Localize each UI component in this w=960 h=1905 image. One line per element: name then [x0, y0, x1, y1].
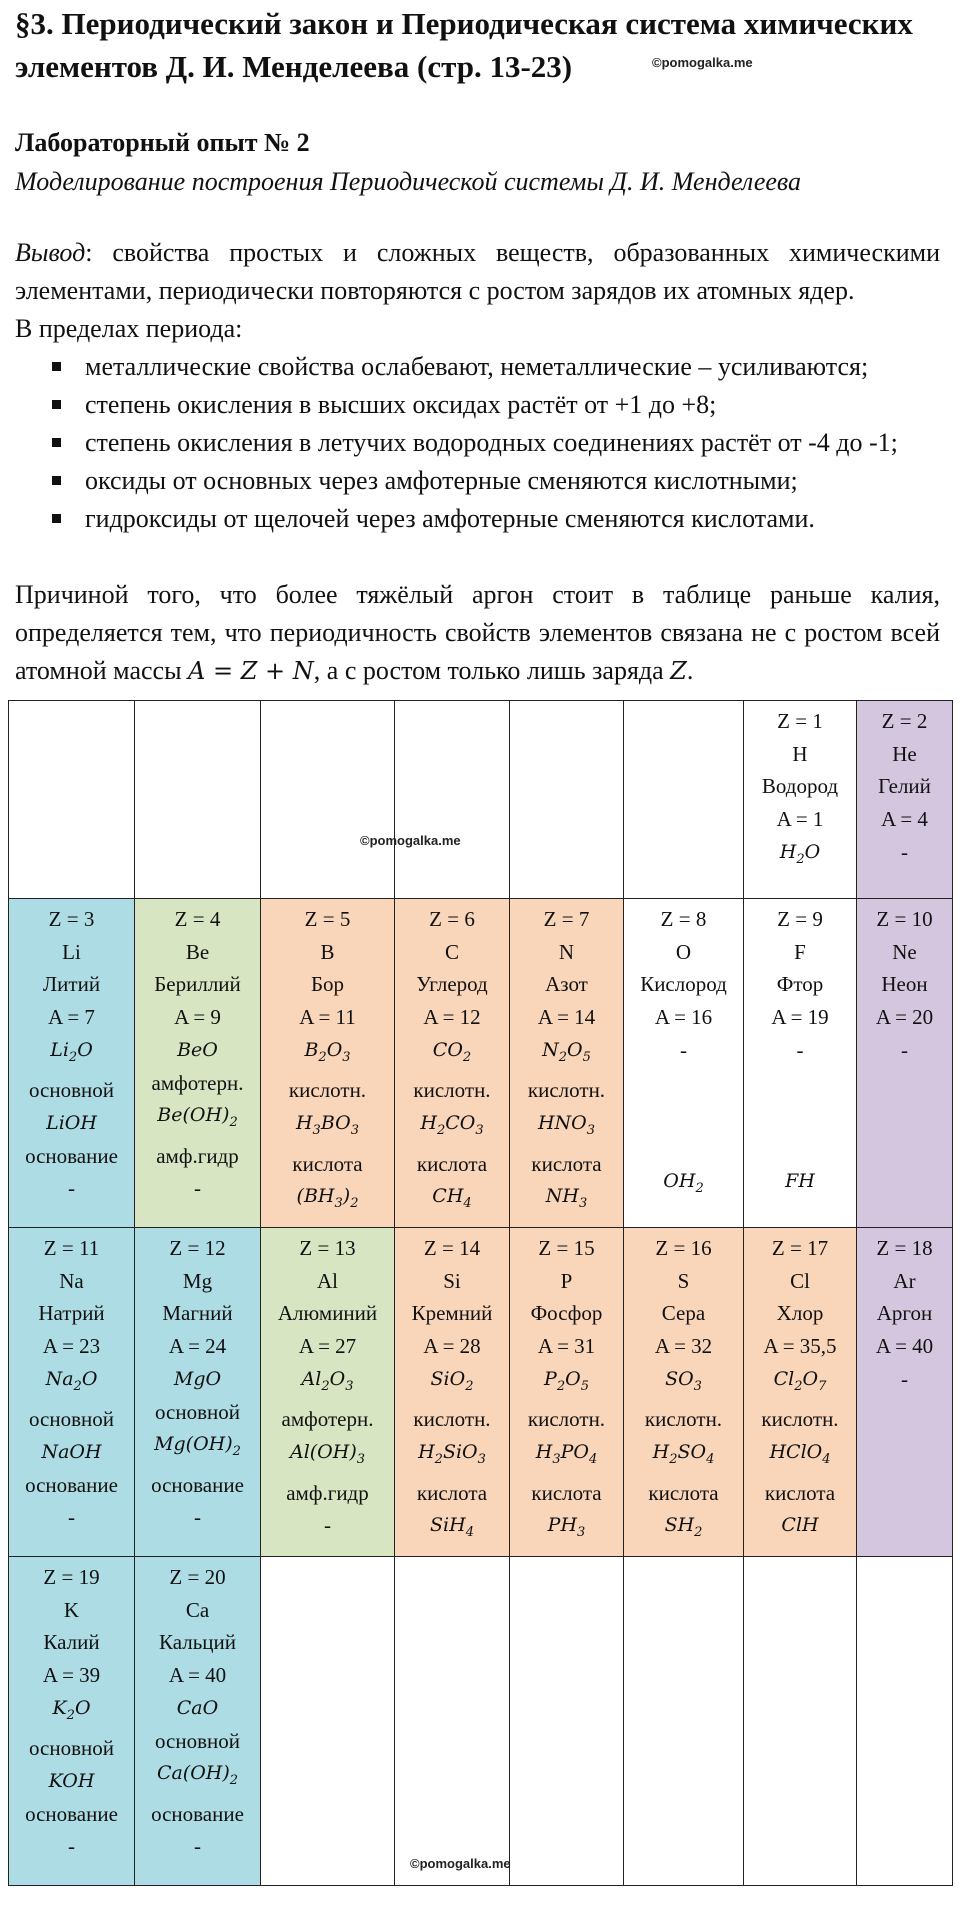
cell-line: A = 4 [881, 807, 928, 832]
cell-line: основание [25, 1143, 118, 1168]
cell-line: B [320, 939, 335, 964]
element-cell [261, 899, 395, 1228]
cell-line: SiO$_2$ [430, 1367, 474, 1394]
element-cell [857, 1557, 953, 1886]
element-cell [510, 1228, 624, 1557]
cell-line: основной [29, 1736, 114, 1761]
cell-line: $NH_3$ [545, 1185, 588, 1212]
cell-line: H [792, 741, 808, 766]
table-row [9, 701, 953, 899]
mass-formula: A = Z + N [188, 657, 314, 685]
cell-line: $H_2SO_4$ [652, 1441, 715, 1467]
cell-line: Литий [42, 972, 101, 997]
cell-line: основной [29, 1078, 114, 1103]
cell-line: $SO_3$ [665, 1367, 702, 1394]
cell-line: амфотерн. [281, 1407, 374, 1432]
element-cell [624, 899, 744, 1228]
cell-line: BeO [177, 1038, 218, 1061]
element-cell [744, 1557, 857, 1886]
cell-line: основание [25, 1472, 118, 1497]
cell-line: Z = 1 [777, 709, 823, 733]
cell-line: Калий [43, 1630, 100, 1655]
cell-line: Z = 11 [43, 1236, 100, 1260]
cell-line: Mg [182, 1268, 213, 1293]
element-cell [744, 701, 857, 899]
cell-line: Углерод [416, 972, 488, 997]
cell-line: A = 12 [423, 1005, 481, 1030]
cell-line: - [194, 1176, 201, 1201]
cell-line: кислота [648, 1480, 719, 1505]
cell-line: кислотн. [761, 1407, 839, 1432]
lab-title: Лабораторный опыт № 2 [15, 128, 310, 157]
conclusion [15, 234, 940, 310]
cell-line: Al [317, 1268, 338, 1293]
cell-line: ClH [781, 1514, 819, 1537]
cell-line: кислотн. [288, 1078, 367, 1103]
cell-line: $PH_3$ [547, 1514, 586, 1541]
cell-line: $HNO_3$ [537, 1112, 596, 1138]
cell-line: Натрий [38, 1301, 105, 1326]
cell-line [744, 1132, 856, 1165]
cell-line [624, 1067, 743, 1100]
cell-line: основной [155, 1728, 240, 1753]
cell-line: A = 32 [654, 1334, 713, 1359]
period-trends-list [50, 348, 940, 538]
period-intro: В пределах периода: [15, 314, 243, 343]
cell-line: Z = 18 [876, 1236, 933, 1260]
element-cell [624, 1228, 744, 1557]
cell-line: Фтор [776, 972, 824, 997]
cell-line: K [63, 1597, 80, 1622]
cell-line: A = 14 [537, 1005, 596, 1030]
cell-line: A = 39 [42, 1663, 101, 1688]
element-cell [395, 701, 510, 899]
cell-line: Гелий [878, 774, 931, 799]
cell-line: $H_2CO_3$ [420, 1112, 484, 1138]
cell-line: $N_2O_5$ [542, 1038, 591, 1065]
cell-line: A = 20 [875, 1005, 934, 1030]
watermark-top: ©pomogalka.me [652, 55, 753, 70]
element-cell [261, 1228, 395, 1557]
cell-line: $SH_2$ [664, 1514, 703, 1541]
cell-line: A = 19 [771, 1005, 829, 1030]
cell-line: - [324, 1513, 331, 1538]
table-row [9, 1557, 953, 1886]
element-cell [624, 1557, 744, 1886]
cell-line: A = 28 [423, 1334, 481, 1359]
cell-line: CaO [176, 1696, 219, 1719]
cell-line: A = 9 [174, 1005, 221, 1030]
element-cell [744, 899, 857, 1228]
element-cell [510, 1557, 624, 1886]
cell-line: Водород [761, 774, 839, 799]
cell-line: кислотн. [527, 1407, 606, 1432]
cell-line: кислотн. [527, 1078, 606, 1103]
cell-line: Фосфор [530, 1301, 603, 1326]
cell-line: Z = 13 [299, 1236, 356, 1260]
cell-line: $B_2O_3$ [304, 1038, 351, 1065]
cell-line: Z = 6 [429, 907, 475, 931]
element-cell [9, 899, 135, 1228]
cell-line: Z = 19 [43, 1565, 100, 1589]
conclusion-text: : свойства простых и сложных веществ, образованных химическими элементами, периодически повторяются с ростом зарядов их атомных ядер. [15, 238, 940, 305]
cell-line: $(BH_3)_2$ [296, 1185, 359, 1212]
periodic-table [8, 700, 953, 1886]
cell-line: $H_3BO_3$ [295, 1112, 360, 1138]
cell-line: Неон [881, 972, 928, 997]
cell-line: A = 27 [298, 1334, 357, 1359]
cell-line: Li [62, 939, 81, 964]
cell-line: кислотн. [413, 1407, 491, 1432]
cell-line: Z = 20 [169, 1565, 226, 1589]
cell-line: A = 31 [537, 1334, 596, 1359]
cell-line: Z = 15 [538, 1236, 595, 1260]
cell-line: Z = 9 [777, 907, 823, 931]
table-row [9, 899, 953, 1228]
cell-line: $H_3PO_4$ [535, 1441, 598, 1467]
cell-line: A = 24 [168, 1334, 227, 1359]
cell-line: KOH [48, 1770, 95, 1793]
cell-line: $Na_2O$ [45, 1367, 98, 1394]
cell-line: Азот [545, 972, 588, 997]
cell-line: MgO [173, 1367, 222, 1390]
cell-line: A = 40 [168, 1663, 227, 1688]
cell-line: Бериллий [154, 972, 241, 997]
cell-line: Сера [661, 1301, 706, 1326]
cell-line: кислота [416, 1151, 488, 1176]
cell-line [624, 1132, 743, 1165]
element-cell [744, 1228, 857, 1557]
cell-line: - [194, 1505, 201, 1530]
cell-line: $Al(OH)_3$ [289, 1441, 366, 1467]
cell-line: Бор [310, 972, 345, 997]
cell-line: Z = 12 [169, 1236, 226, 1260]
cell-line: основание [151, 1472, 244, 1497]
conclusion-label: Вывод [15, 238, 86, 267]
cell-line: - [680, 1037, 687, 1062]
cell-line: Z = 14 [423, 1236, 481, 1260]
cell-line: - [796, 1037, 804, 1062]
element-cell [395, 899, 510, 1228]
lab-subtitle: Моделирование построения Периодической системы Д. И. Менделеева [15, 167, 802, 196]
cell-line: кислота [764, 1480, 836, 1505]
cell-line: F [794, 939, 806, 964]
watermark-table: ©pomogalka.me [360, 833, 461, 848]
cell-line: кислота [531, 1151, 602, 1176]
cell-line: Z = 8 [660, 907, 707, 931]
cell-line [744, 1067, 856, 1100]
cell-line: Be [185, 939, 210, 964]
cell-line: A = 1 [776, 807, 824, 832]
cell-line: кислотн. [644, 1407, 723, 1432]
table-row [9, 1228, 953, 1557]
cell-line: - [68, 1834, 75, 1859]
cell-line: - [901, 839, 908, 864]
reason-end: . [686, 656, 694, 685]
cell-line: Хлор [776, 1301, 824, 1326]
page-title: §3. Периодический закон и Периодическая система химических элементов Д. И. Менделеева (стр. 13-23) [15, 6, 913, 84]
cell-line: - [68, 1505, 75, 1530]
cell-line: Na [59, 1268, 84, 1293]
cell-line: A = 35,5 [763, 1334, 837, 1359]
cell-line: $K_2O$ [52, 1696, 91, 1723]
cell-line: - [901, 1037, 908, 1062]
element-cell [135, 1228, 261, 1557]
cell-line: A = 23 [42, 1334, 101, 1359]
cell-line: $Mg(OH)_2$ [154, 1433, 241, 1460]
cell-line: $H_2SiO_3$ [418, 1441, 486, 1467]
cell-line [624, 1099, 743, 1132]
cell-line: NaOH [41, 1441, 102, 1464]
cell-line: FH [785, 1169, 815, 1192]
cell-line: Ne [892, 939, 917, 964]
cell-line: Z = 10 [876, 907, 933, 931]
cell-line: A = 40 [875, 1334, 934, 1359]
cell-line: $OH_2$ [663, 1169, 704, 1196]
cell-line: - [68, 1176, 75, 1201]
cell-line: $Cl_2O_7$ [773, 1367, 827, 1394]
cell-line: S [677, 1268, 690, 1293]
cell-line: Магний [162, 1301, 233, 1326]
cell-line: LiOH [46, 1112, 97, 1135]
element-cell [857, 899, 953, 1228]
element-cell [510, 899, 624, 1228]
cell-line: - [901, 1366, 908, 1391]
cell-line: $Ca(OH)_2$ [156, 1762, 239, 1789]
cell-line: основной [29, 1407, 114, 1432]
cell-line: Z = 4 [174, 907, 221, 931]
element-cell [135, 1557, 261, 1886]
cell-line: Аргон [876, 1301, 933, 1326]
element-cell [261, 1557, 395, 1886]
cell-line: O [675, 939, 692, 964]
cell-line: Z = 5 [304, 907, 351, 931]
element-cell [135, 899, 261, 1228]
list-item: степень окисления в высших оксидах растёт от +1 до +8; [50, 386, 940, 424]
cell-line: Cl [790, 1268, 810, 1293]
cell-line: кислота [416, 1480, 488, 1505]
list-item: оксиды от основных через амфотерные сменяются кислотными; [50, 462, 940, 500]
cell-line [744, 1099, 856, 1132]
cell-line: A = 11 [299, 1005, 356, 1030]
cell-line: $H_2O$ [779, 840, 821, 867]
reason-text-2: , а с ростом только лишь заряда [313, 656, 671, 685]
element-cell [857, 1228, 953, 1557]
cell-line: кислота [531, 1480, 602, 1505]
cell-line: $Li_2O$ [50, 1038, 93, 1065]
element-cell [395, 1557, 510, 1886]
cell-line: Ar [893, 1268, 916, 1293]
element-cell [9, 1557, 135, 1886]
element-cell [261, 701, 395, 899]
cell-line: $Be(OH)_2$ [157, 1104, 238, 1131]
cell-line: $CH_4$ [432, 1185, 472, 1212]
cell-line: Кальций [158, 1630, 236, 1655]
cell-line: Кислород [640, 972, 727, 997]
cell-line: Z = 7 [543, 907, 590, 931]
cell-line: амфотерн. [151, 1070, 244, 1095]
cell-line: Алюминий [277, 1301, 378, 1326]
reason-text-1: Причиной того, что более тяжёлый аргон стоит в таблице раньше калия, определяется тем, что периодичность свойств элементов связана не с ростом всей атомной массы [15, 580, 940, 685]
cell-line: амф.гидр [286, 1480, 369, 1505]
cell-line: - [194, 1834, 201, 1859]
cell-line: кислотн. [413, 1078, 491, 1103]
cell-line: основание [151, 1801, 244, 1826]
cell-line: HClO$_4$ [769, 1441, 831, 1467]
element-cell [624, 701, 744, 899]
cell-line: основной [155, 1399, 240, 1424]
cell-line: $CO_2$ [432, 1038, 472, 1065]
cell-line: Si [443, 1268, 461, 1293]
cell-line: A = 16 [654, 1005, 713, 1030]
cell-line: Z = 17 [771, 1236, 829, 1260]
cell-line: P [560, 1268, 573, 1293]
reason-paragraph [15, 576, 940, 690]
charge-symbol: Z [670, 657, 687, 685]
element-cell [510, 701, 624, 899]
element-cell [857, 701, 953, 899]
cell-line: Ca [185, 1597, 210, 1622]
cell-line: Z = 3 [48, 907, 95, 931]
element-cell [9, 1228, 135, 1557]
cell-line: Z = 16 [655, 1236, 712, 1260]
cell-line: SiH$_4$ [430, 1514, 474, 1541]
list-item: степень окисления в летучих водородных соединениях растёт от -4 до -1; [50, 424, 940, 462]
cell-line: N [558, 939, 575, 964]
cell-line: амф.гидр [156, 1143, 239, 1168]
cell-line: Z = 2 [881, 709, 928, 733]
element-cell [395, 1228, 510, 1557]
cell-line: $Al_2O_3$ [301, 1367, 354, 1394]
cell-line: C [444, 939, 459, 964]
cell-line: A = 7 [48, 1005, 95, 1030]
cell-line: He [892, 741, 917, 766]
watermark-bottom: ©pomogalka.me [410, 1856, 511, 1871]
list-item: гидроксиды от щелочей через амфотерные сменяются кислотами. [50, 500, 940, 538]
cell-line: Кремний [411, 1301, 493, 1326]
cell-line: кислота [292, 1151, 363, 1176]
cell-line: основание [25, 1801, 118, 1826]
element-cell [9, 701, 135, 899]
element-cell [135, 701, 261, 899]
cell-line: $P_2O_5$ [544, 1367, 589, 1394]
list-item: металлические свойства ослабевают, неметаллические – усиливаются; [50, 348, 940, 386]
